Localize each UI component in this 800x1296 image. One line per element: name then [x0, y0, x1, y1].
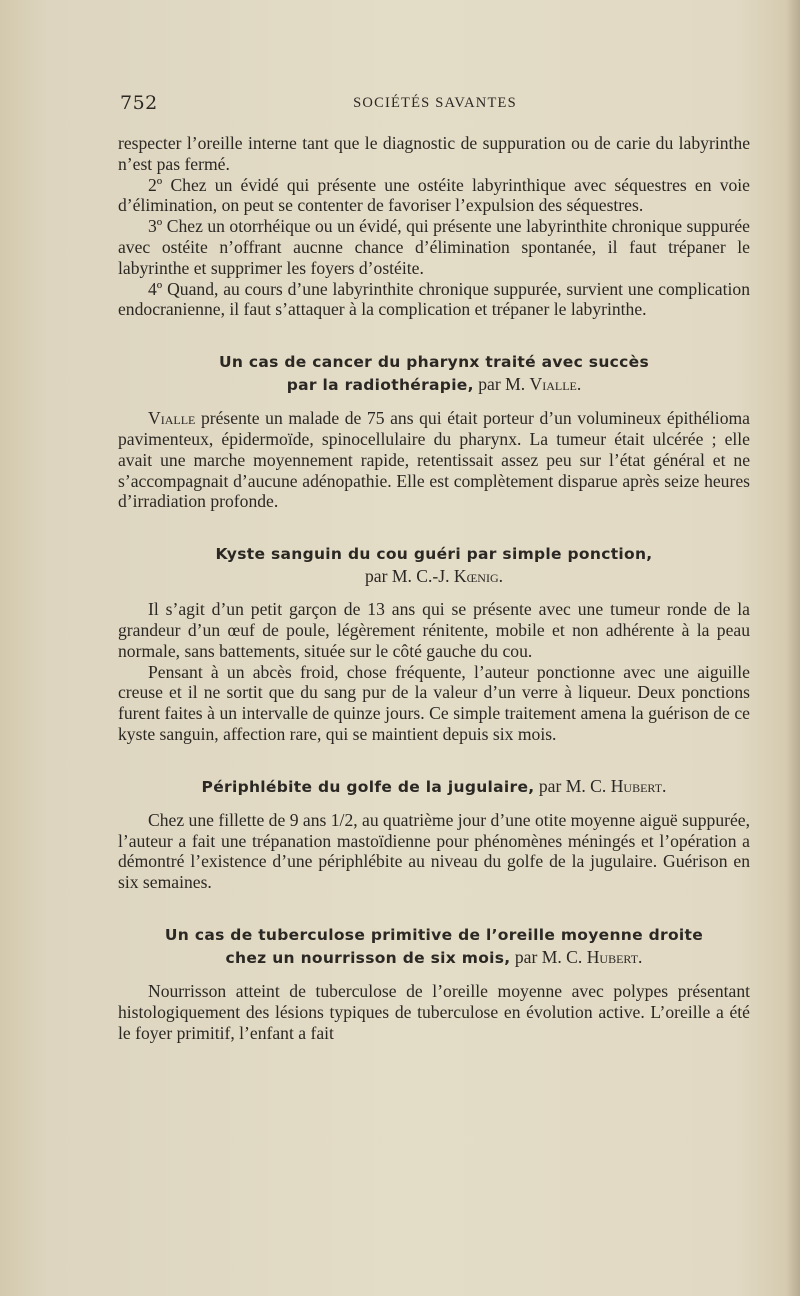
author-name-lead: Vialle [148, 408, 196, 429]
section-author: Vialle. [529, 374, 582, 395]
section-title-line-2: par la radiothérapie, [286, 376, 474, 395]
running-head: SOCIÉTÉS SAVANTES [353, 95, 517, 111]
section-title-pharynx [118, 350, 750, 396]
section-paragraph [118, 408, 750, 512]
section-title-kyste [118, 542, 750, 587]
section-paragraph: Il s’agit d’un petit garçon de 13 ans qui se présente avec une tumeur ronde de la grandeur d’un œuf de poule, légèrement rénitente, mobile et non adhérente à la peau normale, sans battements, située sur le côté gauche du cou. [118, 599, 750, 661]
section-author: Hubert. [610, 775, 667, 796]
page-edge-shadow [786, 0, 800, 1296]
intro-paragraph-3: 3º Chez un otorrhéique ou un évidé, qui présente une labyrinthite chronique suppurée avec ostéite n’offrant aucnne chance d’élimination spontanée, il faut trépaner le labyrinthe et supprimer les foyers d’ostéite. [118, 216, 750, 278]
section-title-line-1: Kyste sanguin du cou guéri par simple ponction, [215, 545, 653, 564]
section-title-by: par M. C. [534, 775, 611, 796]
paragraph-text: présente un malade de 75 ans qui était porteur d’un volumineux épithélioma pavimenteux, épidermoïde, spinocellulaire du pharynx. La tumeur était ulcérée ; elle avait une marche moyennement rapide, retentissait assez peu sur l’état général et ne s’accompagnait d’aucune adénopathie. Elle est complètement disparue après seize heures d’irradiation profonde. [118, 408, 750, 512]
page-body [118, 133, 750, 1043]
intro-paragraph-2: 2º Chez un évidé qui présente une ostéite labyrinthique avec séquestres en voie d’élimination, on peut se contenter de favoriser l’expulsion des séquestres. [118, 174, 750, 216]
intro-paragraph-1: respecter l’oreille interne tant que le diagnostic de suppuration ou de carie du labyrinthe n’est pas fermé. [118, 133, 750, 174]
section-title-by: par M. C.-J. [364, 566, 454, 587]
section-paragraph: Nourrisson atteint de tuberculose de l’oreille moyenne avec polypes présentant histologiquement des lésions typiques de tuberculose en évolution active. L’oreille a été le foyer primitif, l’enfant a fait [118, 980, 750, 1043]
section-title-periphlebite [118, 775, 750, 798]
section-title-line-2: chez un nourrisson de six mois, [225, 948, 511, 967]
section-title-by: par M. [473, 374, 530, 395]
section-author: Kœnig. [453, 566, 504, 587]
section-title-line-1: Un cas de cancer du pharynx traité avec succès [219, 353, 649, 372]
section-title-line-1: Un cas de tuberculose primitive de l’oreille moyenne droite [164, 925, 704, 944]
section-author: Hubert. [586, 946, 643, 967]
page-number: 752 [120, 92, 158, 114]
intro-paragraph-4: 4º Quand, au cours d’une labyrinthite chronique suppurée, survient une complication endocranienne, il faut s’attaquer à la complication et trépaner le labyrinthe. [118, 278, 750, 320]
page-header [120, 92, 750, 118]
section-title-line-1: Périphlébite du golfe de la jugulaire, [201, 777, 535, 796]
section-paragraph: Chez une fillette de 9 ans 1/2, au quatrième jour d’une otite moyenne aiguë suppurée, l’auteur a fait une trépanation mastoïdienne pour phénomènes méningés et l’opération a démontré l’existence d’une périphlébite au niveau du golfe de la jugulaire. Guérison en six semaines. [118, 809, 750, 893]
section-title-by: par M. C. [510, 946, 587, 967]
section-title-tuberculose [118, 923, 750, 969]
section-paragraph: Pensant à un abcès froid, chose fréquente, l’auteur ponctionne avec une aiguille creuse et il ne sortit que du sang pur de la valeur d’un verre à liqueur. Deux ponctions furent faites à un intervalle de quinze jours. Ce simple traitement amena la guérison de ce kyste sanguin, affection rare, qui se maintient depuis six mois. [118, 661, 750, 744]
